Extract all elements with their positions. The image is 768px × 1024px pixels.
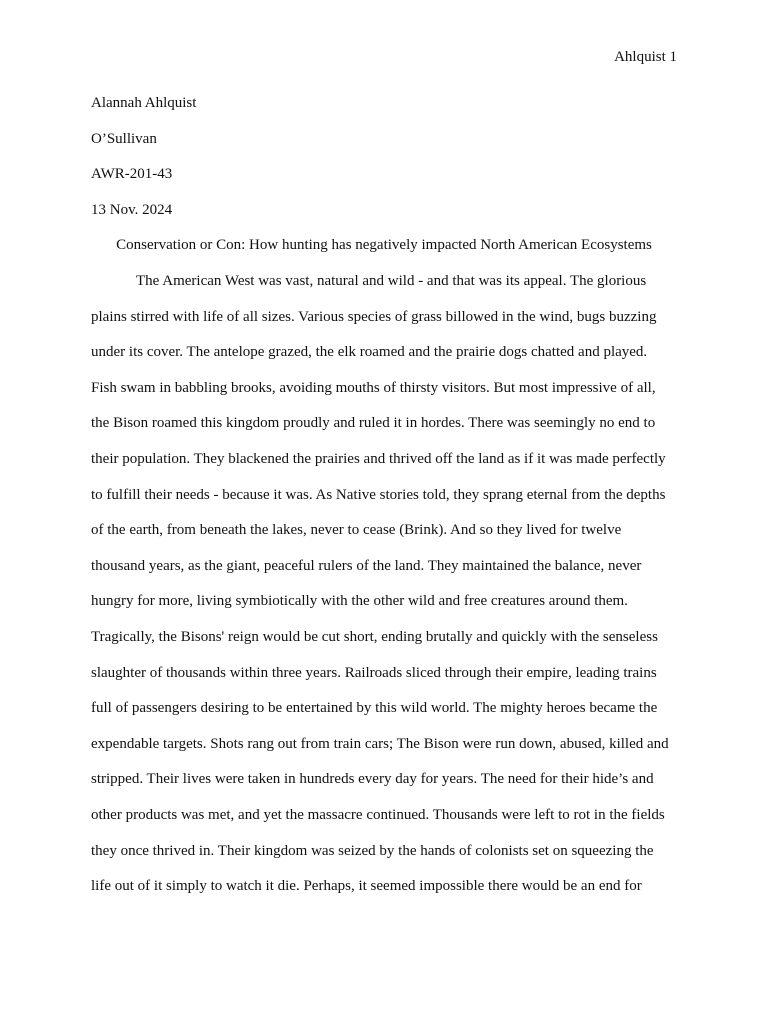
paper-title: Conservation or Con: How hunting has negatively impacted North American Ecosystems bbox=[116, 237, 652, 253]
body-line: slaughter of thousands within three years. Railroads sliced through their empire, leading trains bbox=[91, 664, 657, 681]
body-line: of the earth, from beneath the lakes, never to cease (Brink). And so they lived for twelve bbox=[91, 522, 622, 539]
course-code: AWR-201-43 bbox=[91, 166, 173, 183]
body-line: plains stirred with life of all sizes. Various species of grass billowed in the wind, bugs buzzing bbox=[91, 308, 657, 325]
body-line: the Bison roamed this kingdom proudly and ruled it in hordes. There was seemingly no end to bbox=[91, 415, 656, 432]
body-line: under its cover. The antelope grazed, the elk roamed and the prairie dogs chatted and played. bbox=[91, 344, 648, 361]
body-line: life out of it simply to watch it die. Perhaps, it seemed impossible there would be an end for bbox=[91, 878, 642, 895]
body-line: to fulfill their needs - because it was. As Native stories told, they sprang eternal from the depths bbox=[91, 486, 666, 503]
body-line: stripped. Their lives were taken in hundreds every day for years. The need for their hide’s and bbox=[91, 771, 654, 788]
body-line: other products was met, and yet the massacre continued. Thousands were left to rot in the fields bbox=[91, 806, 665, 823]
body-line: thousand years, as the giant, peaceful rulers of the land. They maintained the balance, never bbox=[91, 557, 642, 574]
body-line: hungry for more, living symbiotically with the other wild and free creatures around them. bbox=[91, 593, 628, 610]
body-line: Tragically, the Bisons' reign would be cut short, ending brutally and quickly with the senseless bbox=[91, 628, 658, 645]
body-line: they once thrived in. Their kingdom was seized by the hands of colonists set on squeezing the bbox=[91, 842, 654, 859]
running-header: Ahlquist 1 bbox=[614, 49, 677, 65]
body-line: expendable targets. Shots rang out from train cars; The Bison were run down, abused, killed and bbox=[91, 735, 669, 752]
body-line: their population. They blackened the prairies and thrived off the land as if it was made perfectly bbox=[91, 450, 666, 467]
body-line: full of passengers desiring to be entertained by this wild world. The mighty heroes became the bbox=[91, 700, 658, 717]
body-line: Fish swam in babbling brooks, avoiding mouths of thirsty visitors. But most impressive of all, bbox=[91, 379, 656, 396]
instructor-name: O’Sullivan bbox=[91, 130, 157, 147]
body-paragraph bbox=[91, 271, 681, 912]
mla-heading bbox=[91, 93, 691, 235]
body-line: The American West was vast, natural and wild - and that was its appeal. The glorious bbox=[136, 273, 647, 289]
author-name: Alannah Ahlquist bbox=[91, 95, 197, 111]
paper-date: 13 Nov. 2024 bbox=[91, 201, 173, 218]
